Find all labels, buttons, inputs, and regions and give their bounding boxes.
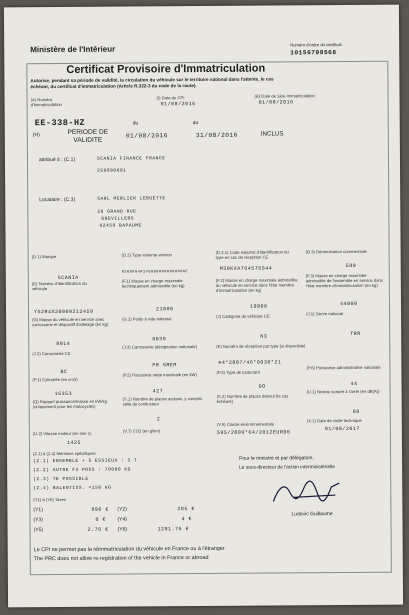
value-s1: 2 [156, 416, 161, 423]
value-g1: 8839 [152, 336, 167, 343]
lessee-name: SARL MERLIER LEBUETTE [97, 196, 166, 202]
mention-z1: (Z.1) ENSEMBLE + 5 ESSIEUX : 3 T [33, 458, 138, 465]
document-title: Certificat Provisoire d'Immatriculation [66, 62, 266, 76]
label-i: (I) Date du CPI [156, 95, 185, 101]
validity-inclusive: INCLUS [260, 130, 284, 138]
tax-code-y3: (Y3) [33, 517, 43, 524]
mentions-label: (Z.1) à (Z.4) Mentions spécifiques [33, 450, 96, 457]
label-f2: (F.2) Masse en charge maximale admissible du véhicule en service dans l'état membre d'immatriculation (en kg) [215, 277, 298, 293]
label-f1: (F.1) Masse en charge maximale techniquement admissible (en kg) [121, 278, 185, 289]
label-f3: (F.3) Masse en charge maximale admissible de l'ensemble en service dans l'état membre d'immatriculation (en kg) [305, 272, 383, 289]
label-g1: (G.1) Poids à vide national [122, 316, 172, 322]
label-g: (G) Masse du véhicule en service avec carrosserie et dispositif d'attelage (en kg) [32, 316, 109, 328]
mention-z3: (Z.3) TE POSSIBLE [33, 476, 89, 483]
value-g: 8914 [56, 340, 71, 348]
label-c3: Locataire : (C.3) [39, 196, 76, 204]
label-p6: (P.6) Puissance administrative nationale [306, 364, 381, 371]
cert-number: 10156798568 [290, 49, 337, 57]
value-d21: M30KXA764575544 [219, 265, 273, 272]
value-d3: 580 [345, 262, 357, 270]
label-d3: (D.3) Dénomination commerciale [305, 248, 367, 255]
taxes-label: (Y1) à (Y6) Taxes [33, 496, 66, 503]
document-subtitle-line1: Autorise, pendant sa période de validité, la circulation du véhicule sur le territoire national dans l'attente, le cas [30, 76, 274, 84]
label-j1: (J.1) Genre national [306, 311, 344, 317]
tax-value-y5: 2.76 € [87, 526, 109, 533]
label-u2: (U.2) Vitesse moteur (en min-1) [32, 430, 92, 437]
tax-value-y3: 0 € [95, 516, 107, 523]
value-f2: 19000 [249, 303, 268, 310]
plate-number: EE-338-HZ [34, 117, 86, 129]
label-x1: (X.1) Date de visite technique [306, 417, 362, 424]
document-subtitle-line2: échéant, du certificat d'immatriculation (Article R.322-3 du code de la route). [30, 83, 197, 90]
label-j2: (J.2) Carrosserie CE [32, 350, 71, 357]
lessee-address-line2: GREVILLERS [101, 216, 134, 222]
certificate-document [4, 5, 403, 608]
signature-title: Le sous-directeur de l'action interministérielle [239, 465, 335, 471]
tax-code-y4: (Y4) [117, 516, 127, 523]
tax-code-y5: (Y5) [33, 527, 44, 534]
label-b: (B) Date de 1ère immatriculation [254, 93, 315, 99]
value-p1: 16353 [54, 390, 73, 398]
holder-siren: 350890601 [97, 168, 127, 174]
value-k: e4*2007/46*0030*21 [218, 359, 282, 366]
label-c1: attribué à : (C.1) [38, 156, 76, 164]
label-p2: (P.2) Puissance nette maximale (en kW) [122, 372, 197, 378]
label-j: (J) Catégorie du véhicule CE [216, 313, 270, 319]
value-v9: 595/2009*64/2012EURO6 [216, 429, 291, 436]
tax-value-y1: 990 € [91, 506, 109, 513]
tax-code-y1: (Y1) [33, 507, 43, 514]
label-j3: (J.3) Carrosserie (désignation nationale) [122, 344, 198, 350]
validity-from: 01/08/2016 [125, 132, 168, 140]
footer-notice-en: The PRC does not allow re-registration of the vehicle in France or abroad [33, 554, 209, 563]
holder-name: SCANIA FINANCE FRANCE [96, 156, 166, 162]
validity-to: 31/08/2016 [195, 131, 238, 140]
value-u2: 1425 [66, 439, 81, 446]
label-v7: (V.7) CO2 (en g/km) [122, 428, 161, 434]
handwritten-signature [269, 477, 349, 508]
tax-value-y2: 285 € [177, 506, 195, 513]
lessee-address-line1: 26 GRAND RUE [97, 209, 137, 215]
label-d1: (D.1) Marque [31, 254, 57, 260]
value-p6: 44 [350, 380, 358, 387]
value-j1: TRR [350, 330, 361, 337]
value-e-vin: YS2R4X20009212459 [34, 308, 94, 316]
label-u1: (U.1) Niveau sonore à l'arrêt (en dB(A)) [306, 388, 380, 395]
tax-code-y2: (Y2) [117, 506, 127, 513]
ministry-name: Ministère de l'Intérieur [30, 44, 116, 55]
lessee-address-line3: 62450 BAPAUME [99, 223, 142, 229]
value-f3: 44000 [339, 300, 358, 308]
cert-number-label: Numéro d'ordre du certificat [290, 42, 342, 48]
mention-z2: (Z.2) AUTRE F3 POSS : 70000 KG [33, 467, 131, 474]
value-j: N3 [260, 333, 268, 340]
mention-z4: (Z.4) BALENTISS. =150 KG [33, 485, 112, 492]
tax-value-y6: 1281.76 € [157, 526, 190, 533]
label-d21: (D.2.1) Code national d'identification du type en cas de réception CE [215, 249, 289, 260]
value-d2: R5B0KN4R1V00B0000H00000AE [121, 270, 189, 275]
label-v9: (V.9) Classe environnementale [216, 421, 274, 427]
value-f1: 21000 [156, 306, 174, 313]
label-s1: (S.1) Nombre de places assises, y compris celle du conducteur [122, 396, 203, 407]
label-p1: (P.1) Cylindrée (en cm3) [32, 376, 78, 383]
value-j3: PR SREM [152, 362, 177, 369]
signer-name: Ludovic Guillaume [291, 511, 333, 518]
cpi-date: 01/08/2016 [160, 101, 196, 108]
value-p3: GO [258, 383, 266, 390]
label-d2: (D.2) Type variante version [121, 252, 172, 258]
label-e: (E) Numéro d'identification du véhicule [31, 280, 87, 292]
du-label: du [132, 120, 139, 127]
label-q: (Q) Rapport puissance/masse en kW/kg (uniquement pour les motocycles) [32, 398, 107, 410]
label-h: (H) [32, 132, 40, 139]
label-k: (K) Numéro de réception par type (si disponible) [216, 343, 306, 349]
value-x1: 01/08/2017 [324, 425, 360, 433]
label-a: (A) Numéro d'immatriculation [30, 97, 62, 108]
au-label: au [192, 120, 199, 127]
first-registration-date: 01/08/2016 [258, 99, 294, 106]
tax-code-y6: (Y6) [117, 526, 128, 533]
value-j2: BC [60, 368, 68, 376]
label-s2: (S.2) Nombre de places debout (le cas échéant) [216, 393, 289, 404]
validity-period-label: PERIODE DE VALIDITE [67, 128, 109, 144]
value-u1: 98 [352, 408, 360, 415]
label-p3: (P.3) Type de carburant [216, 369, 260, 375]
value-p2: 427 [152, 388, 164, 395]
footer-notice-fr: Le CPI ne permet pas la réimmatriculation du véhicule en France ou à l'étranger [33, 545, 225, 554]
signature-delegation: Pour le ministre et par délégation, [239, 455, 314, 462]
value-d1: SCANIA [57, 274, 79, 282]
tax-value-y4: 4 € [181, 516, 193, 523]
